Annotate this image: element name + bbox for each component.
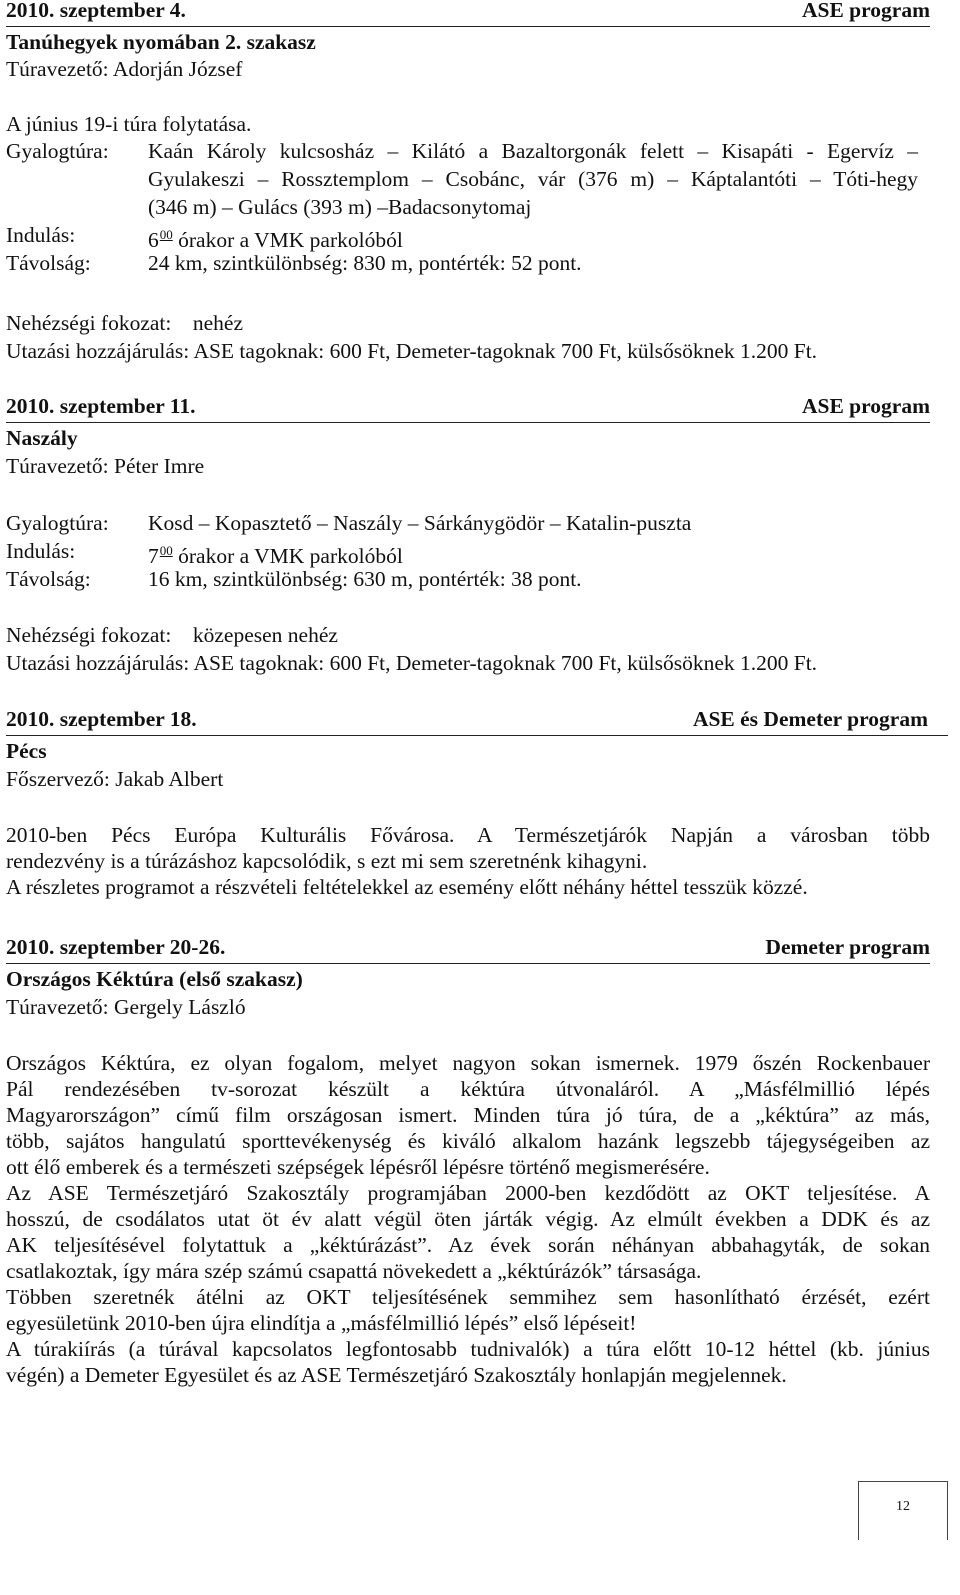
event-date: 2010. szeptember 11. [6,394,196,418]
event-date: 2010. szeptember 20-26. [6,935,226,959]
event-program: ASE és Demeter program [692,707,928,731]
page-number: 12 [896,1499,910,1514]
event-title: Pécs [6,739,47,763]
cost-line: Utazási hozzájárulás: ASE tagoknak: 600 Ft, Demeter-tagoknak 700 Ft, külsősöknek 1.200 Ft. [6,339,818,363]
start-value [148,538,403,569]
distance-label: Távolság: [6,251,91,275]
event-program: ASE program [801,0,930,22]
event-leader: Túravezető: Adorján József [6,57,243,81]
difficulty-value: közepesen nehéz [192,623,338,647]
paragraph-line: Országos Kéktúra, ez olyan fogalom, melyet nagyon sokan ismernek. 1979 őszén Rockenbauer [6,1051,930,1075]
start-minute: 00 [159,543,173,558]
distance-value: 24 km, szintkülönbség: 830 m, pontérték: 52 pont. [148,251,582,275]
hike-label: Gyalogtúra: [6,139,109,163]
event-leader: Főszervező: Jakab Albert [6,767,224,791]
paragraph-line: hosszú, de csodálatos utat öt év alatt végül öten járták végig. Az elmúlt években a DDK és az [6,1207,930,1231]
hike-route-line: Gyulakeszi – Rossztemplom – Csobánc, vár (376 m) – Káptalantóti – Tóti-hegy [148,167,918,191]
paragraph-line: több, sajátos hangulatú sporttevékenység és kiváló alkalom hazánk legszebb tájegységeiben az [6,1129,930,1153]
paragraph-line: Pál rendezésében tv-sorozat készült a kéktúra útvonaláról. A „Másfélmillió lépés [6,1077,930,1101]
start-place: órakor a VMK parkolóból [178,228,403,252]
paragraph-line: Magyarországon” című film országosan ismert. Minden túra jó túra, de a „kéktúra” az más, [6,1103,930,1127]
paragraph-line: 2010-ben Pécs Európa Kulturális Fővárosa. A Természetjárók Napján a városban több [6,823,930,847]
event-date: 2010. szeptember 4. [6,0,186,22]
start-label: Indulás: [6,223,76,247]
start-hour: 6 [148,228,159,252]
difficulty-label: Nehézségi fokozat: [6,623,172,647]
event-header [6,394,930,423]
distance-value: 16 km, szintkülönbség: 630 m, pontérték: 38 pont. [148,567,582,591]
difficulty-value: nehéz [192,311,243,335]
paragraph-line: Az ASE Természetjáró Szakosztály programjában 2000-ben kezdődött az OKT teljesítése. A [6,1181,930,1205]
event-leader: Túravezető: Péter Imre [6,454,205,478]
cost-line: Utazási hozzájárulás: ASE tagoknak: 600 Ft, Demeter-tagoknak 700 Ft, külsősöknek 1.200 Ft. [6,651,818,675]
hike-route-line: (346 m) – Gulács (393 m) –Badacsonytomaj [148,195,532,219]
start-place: órakor a VMK parkolóból [178,544,403,568]
start-hour: 7 [148,544,159,568]
event-description [6,822,930,900]
distance-label: Távolság: [6,567,91,591]
event-header [6,707,948,736]
event-description [6,1050,930,1388]
hike-label: Gyalogtúra: [6,511,109,535]
hike-row-cont [6,166,930,192]
paragraph-line: ott élő emberek és a természeti szépségek lépésről lépésre történő megismerésére. [6,1155,710,1179]
paragraph-line: csatlakoztak, így mára szép számú csapattá növekedett a „kéktúrázók” társasága. [6,1259,702,1283]
event-program: Demeter program [765,935,930,959]
difficulty-row [6,310,243,336]
event-header [6,935,930,964]
start-value [148,222,403,253]
paragraph-line: Többen szeretnék átélni az OKT teljesítésének semmihez sem hasonlítható érzését, ezért [6,1285,930,1309]
paragraph-line: A túrakiírás (a túrával kapcsolatos legfontosabb tudnivalók) a túra előtt 10-12 héttel (kb. június [6,1337,930,1361]
difficulty-label: Nehézségi fokozat: [6,311,172,335]
difficulty-row [6,622,338,648]
event-title: Tanúhegyek nyomában 2. szakasz [6,30,316,54]
paragraph-line: AK teljesítésével folytattuk a „kéktúrázást”. Az évek során néhányan abbahagyták, de sokan [6,1233,930,1257]
event-header [6,0,930,27]
event-intro: A június 19-i túra folytatása. [6,112,252,136]
event-title: Országos Kéktúra (első szakasz) [6,967,303,991]
hike-row [6,138,930,164]
paragraph-line: A részletes programot a részvételi feltételekkel az esemény előtt néhány héttel tesszük közzé. [6,875,808,899]
event-date: 2010. szeptember 18. [6,707,197,731]
event-program: ASE program [801,394,930,418]
start-minute: 00 [159,227,173,242]
paragraph-line: rendezvény is a túrázáshoz kapcsolódik, s ezt mi sem szeretnénk kihagyni. [6,849,648,873]
event-leader: Túravezető: Gergely László [6,995,246,1019]
paragraph-line: végén) a Demeter Egyesület és az ASE Természetjáró Szakosztály honlapján megjelennek. [6,1363,787,1387]
start-label: Indulás: [6,539,76,563]
hike-route: Kosd – Kopasztető – Naszály – Sárkánygödör – Katalin-puszta [148,511,692,535]
paragraph-line: egyesületünk 2010-ben újra elindítja a „másfélmillió lépés” első lépéseit! [6,1311,637,1335]
hike-route-line: Kaán Károly kulcsosház – Kilátó a Bazaltorgonák felett – Kisapáti - Egervíz – [148,139,918,163]
event-title: Naszály [6,426,78,450]
page-number-box [858,1481,948,1540]
